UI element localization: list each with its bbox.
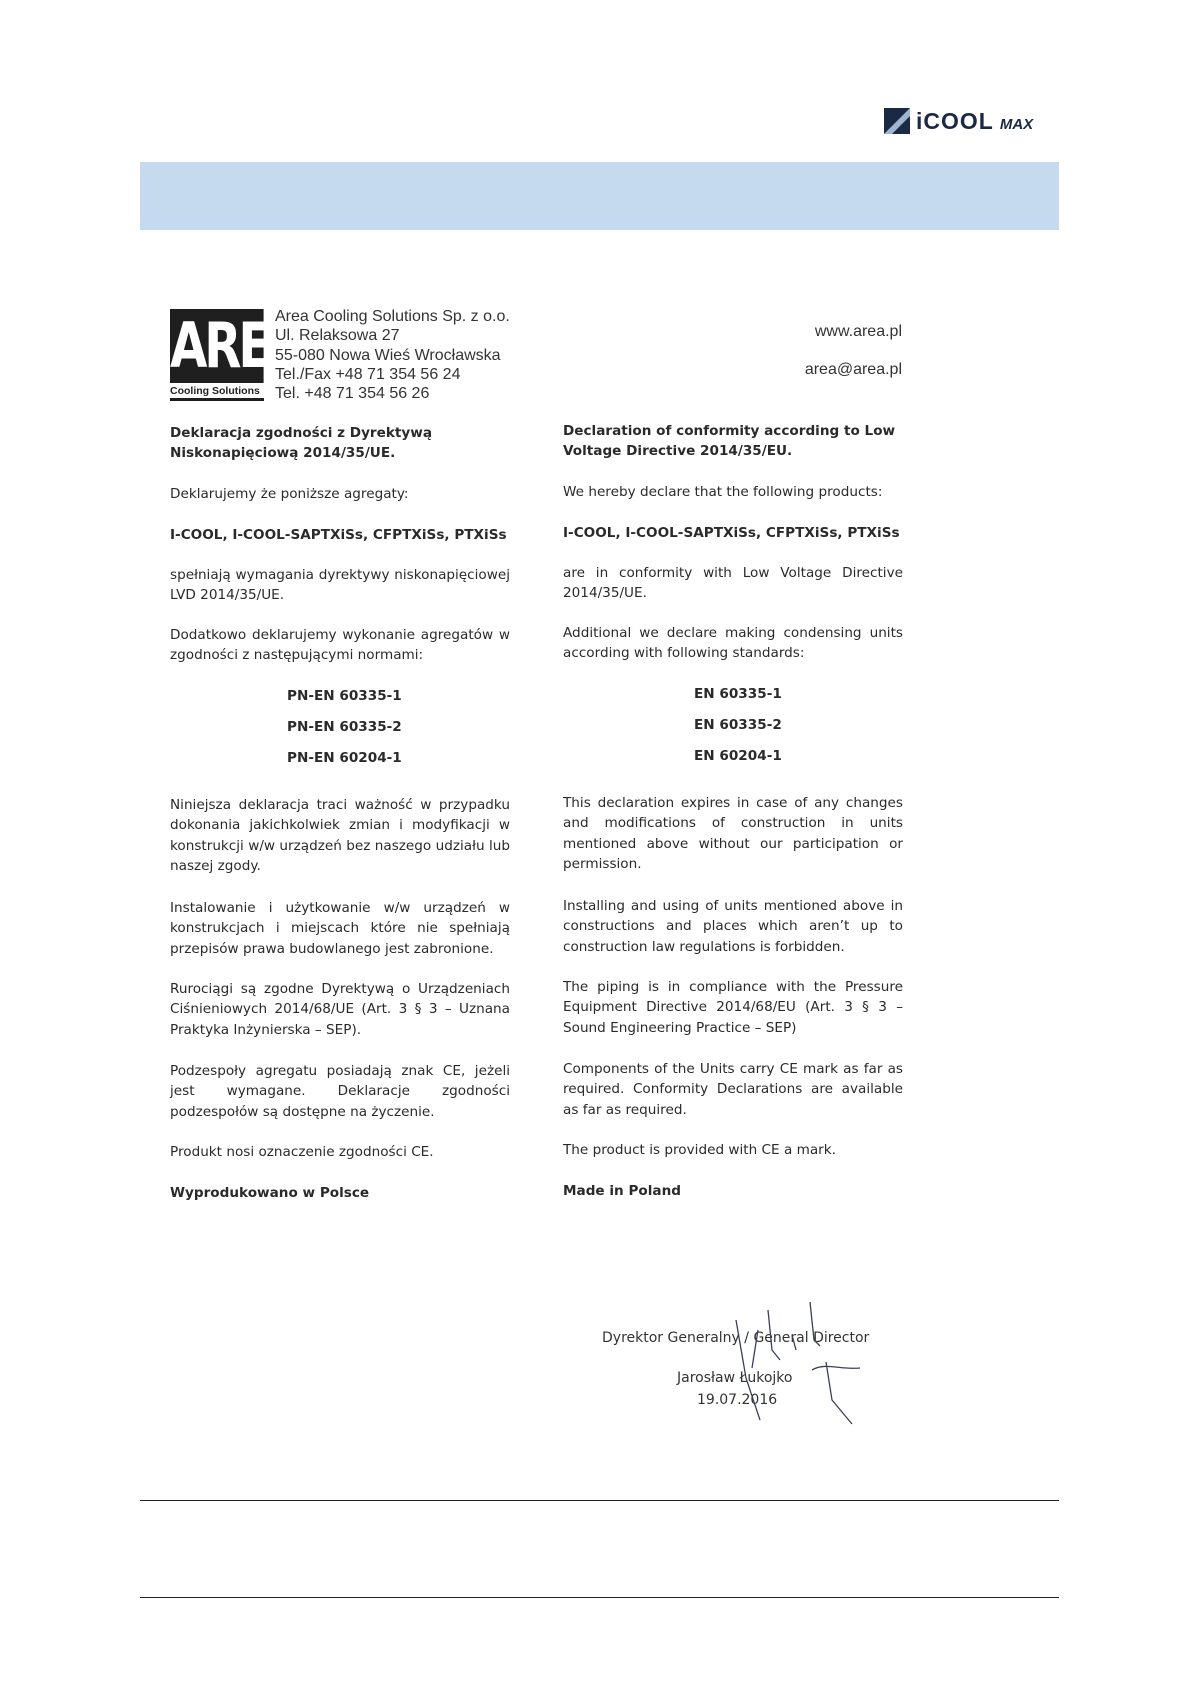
address-line: Tel. +48 71 354 56 26 xyxy=(275,385,430,403)
website-link[interactable]: www.area.pl xyxy=(814,323,902,340)
pl-installing: Instalowanie i użytkowanie w/w urządzeń w konstrukcjach i miejscach które nie spełniają przepisów prawa budowlanego jest zabronione. xyxy=(170,900,510,957)
footer-rule-bottom xyxy=(140,1597,1059,1598)
pl-standard: PN-EN 60335-2 xyxy=(287,719,402,735)
pl-heading-line-1: Deklaracja zgodności z Dyrektywą xyxy=(170,425,432,441)
address-line: Ul. Relaksowa 27 xyxy=(275,327,400,345)
en-installing: Installing and using of units mentioned above in constructions and places which aren’t up to construction law regulations is forbidden. xyxy=(563,898,903,955)
brand-mark-icon xyxy=(884,108,910,134)
pl-piping: Rurociągi są zgodne Dyrektywą o Urządzeniach Ciśnieniowych 2014/68/UE (Art. 3 § 3 – Uznana Praktyka Inżynierska – SEP). xyxy=(170,981,510,1038)
signatory-title: Dyrektor Generalny / General Director xyxy=(602,1330,870,1346)
en-products: I-COOL, I-COOL-SAPTXiSs, CFPTXiSs, PTXiSs xyxy=(563,525,900,541)
pl-ce: Produkt nosi oznaczenie zgodności CE. xyxy=(170,1144,434,1160)
en-intro: We hereby declare that the following products: xyxy=(563,484,883,500)
footer-rule-top xyxy=(140,1500,1059,1501)
pl-additional: Dodatkowo deklarujemy wykonanie agregatów w zgodności z następującymi normami: xyxy=(170,627,510,664)
company-contact xyxy=(805,323,902,399)
signature-date: 19.07.2016 xyxy=(697,1392,778,1408)
brand-logo xyxy=(884,106,1033,136)
company-address xyxy=(275,307,510,403)
en-heading-line-2: Voltage Directive 2014/35/EU. xyxy=(563,443,793,460)
address-line: Area Cooling Solutions Sp. z o.o. xyxy=(275,308,510,325)
handwritten-signature xyxy=(700,1300,870,1430)
en-expiry: This declaration expires in case of any changes and modifications of construction in units mentioned above without our participation or permission. xyxy=(563,795,903,873)
pl-standard: PN-EN 60335-1 xyxy=(287,688,402,704)
en-standard: EN 60335-1 xyxy=(694,686,782,702)
pl-conformity: spełniają wymagania dyrektywy niskonapięciowej LVD 2014/35/UE. xyxy=(170,567,510,604)
en-conformity: are in conformity with Low Voltage Directive 2014/35/UE. xyxy=(563,565,903,602)
signatory-name: Jarosław Łukojko xyxy=(677,1370,793,1386)
en-heading-line-1: Declaration of conformity according to Low xyxy=(563,423,896,439)
en-components: Components of the Units carry CE mark as far as required. Conformity Declarations are available as far as required. xyxy=(563,1061,903,1118)
en-additional: Additional we declare making condensing units according with following standards: xyxy=(563,625,903,662)
address-line: 55-080 Nowa Wieś Wrocławska xyxy=(275,346,501,364)
company-logo-tag: Cooling Solutions xyxy=(170,385,264,401)
en-standard: EN 60204-1 xyxy=(694,748,782,764)
address-line: Tel./Fax +48 71 354 56 24 xyxy=(275,365,461,383)
company-logo xyxy=(170,309,303,405)
email-link[interactable]: area@area.pl xyxy=(804,361,902,378)
pl-products: I-COOL, I-COOL-SAPTXiSs, CFPTXiSs, PTXiSs xyxy=(170,527,507,543)
company-logo-text: AREA xyxy=(170,309,303,382)
en-standard: EN 60335-2 xyxy=(694,717,782,733)
brand-name: iCOOL xyxy=(916,107,994,134)
pl-made: Wyprodukowano w Polsce xyxy=(170,1185,370,1201)
pl-heading-line-2: Niskonapięciową 2014/35/UE. xyxy=(170,445,396,462)
en-ce: The product is provided with CE a mark. xyxy=(563,1142,836,1158)
en-piping: The piping is in compliance with the Pressure Equipment Directive 2014/68/EU (Art. 3 § 3 – Sound Engineering Practice – SEP) xyxy=(563,979,903,1036)
header-band xyxy=(140,162,1059,230)
pl-heading xyxy=(170,423,510,464)
pl-components: Podzespoły agregatu posiadają znak CE, jeżeli jest wymagane. Deklaracje zgodności podzespołów są dostępne na życzenie. xyxy=(170,1063,510,1120)
en-heading xyxy=(563,421,903,462)
pl-expiry: Niniejsza deklaracja traci ważność w przypadku dokonania jakichkolwiek zmian i modyfikacji w konstrukcji w/w urządzeń bez naszego udziału lub naszej zgody. xyxy=(170,797,510,875)
brand-sub: MAX xyxy=(999,115,1034,133)
pl-intro: Deklarujemy że poniższe agregaty: xyxy=(170,486,409,502)
pl-standard: PN-EN 60204-1 xyxy=(287,750,402,766)
en-made: Made in Poland xyxy=(563,1183,681,1199)
